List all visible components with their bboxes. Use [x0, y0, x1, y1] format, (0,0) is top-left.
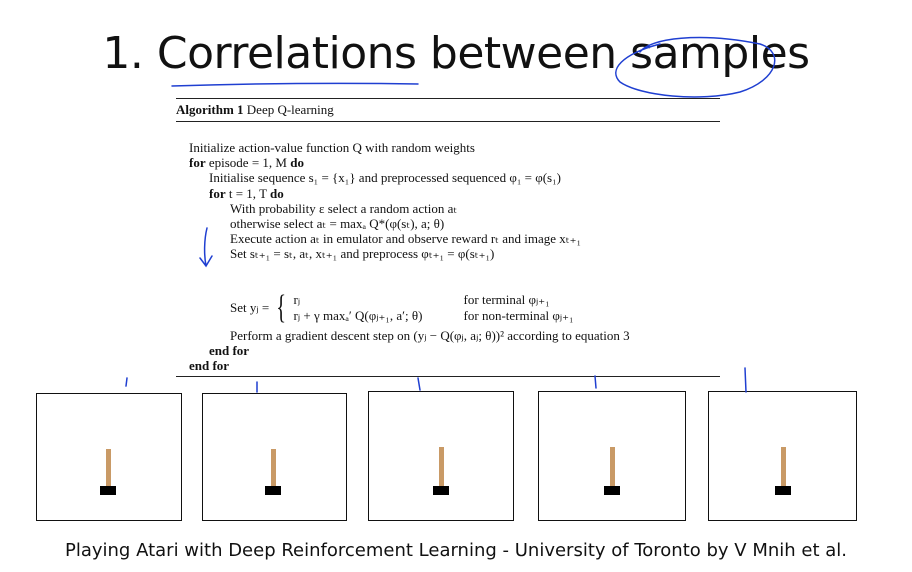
- tick-mark-3: [418, 378, 420, 390]
- algo-line-set-y: [176, 288, 720, 328]
- tick-mark-5: [745, 368, 746, 392]
- algo-line-init: Initialize action-value function Q with random weights: [189, 140, 475, 155]
- algo-line-for-episode: for episode = 1, M do: [189, 155, 304, 171]
- algo-line-set-state: Set sₜ₊₁ = sₜ, aₜ, xₜ₊₁ and preprocess φₜ₊₁ = φ(sₜ₊₁): [230, 246, 495, 262]
- algorithm-name: Deep Q-learning: [246, 102, 334, 117]
- case1-value: rⱼ: [293, 292, 301, 307]
- slide-title: 1. Correlations between samples: [102, 28, 810, 79]
- algo-line-for-t: for t = 1, T do: [209, 185, 284, 201]
- cart: [433, 486, 449, 495]
- underline-correlations: [172, 83, 418, 86]
- set-y-lhs: Set yⱼ =: [230, 299, 270, 315]
- cart: [775, 486, 791, 495]
- case1-condition: for terminal φⱼ₊₁: [463, 292, 550, 307]
- pole: [781, 447, 786, 487]
- set-y-brace: {: [276, 288, 287, 326]
- algorithm-body: [176, 122, 720, 373]
- algo-line-init-sequence: Initialise sequence s₁ = {x₁} and preprocessed sequenced φ₁ = φ(s₁): [209, 170, 561, 186]
- case2-value: rⱼ + γ maxₐ′ Q(φⱼ₊₁, a′; θ): [293, 308, 423, 323]
- pole: [439, 447, 444, 487]
- algo-line-end-outer: end for: [189, 357, 230, 373]
- case2-condition: for non-terminal φⱼ₊₁: [463, 308, 574, 323]
- algo-line-gradient: Perform a gradient descent step on (yⱼ − Q(φⱼ, aⱼ; θ))² according to equation 3: [230, 327, 630, 343]
- algorithm-header: [176, 99, 720, 121]
- slide-caption: Playing Atari with Deep Reinforcement Learning - University of Toronto by V Mnih et al.: [64, 540, 848, 561]
- cartpole-frame: [708, 391, 857, 521]
- algo-line-end-inner: end for: [209, 342, 250, 358]
- cart: [265, 486, 281, 495]
- pole: [271, 449, 276, 489]
- cartpole-frame: [202, 393, 347, 521]
- pole: [610, 447, 615, 487]
- set-y-cases: [294, 292, 624, 323]
- pole: [106, 449, 111, 489]
- cartpole-frame: [36, 393, 182, 521]
- tick-mark-1: [126, 378, 127, 386]
- cart: [604, 486, 620, 495]
- algo-line-random-action: With probability ε select a random action aₜ: [230, 200, 458, 216]
- algorithm-box: [176, 98, 720, 377]
- cartpole-frame: [538, 391, 686, 521]
- algorithm-bottom-rule: [176, 376, 720, 377]
- algorithm-label: Algorithm 1: [176, 102, 244, 117]
- algo-line-execute: Execute action aₜ in emulator and observe reward rₜ and image xₜ₊₁: [230, 231, 582, 247]
- tick-mark-4: [595, 376, 596, 388]
- cartpole-frame: [368, 391, 514, 521]
- cart: [100, 486, 116, 495]
- cartpole-frames: [36, 391, 860, 521]
- algo-line-greedy-action: otherwise select aₜ = maxₐ Q*(φ(sₜ), a; θ): [230, 215, 445, 231]
